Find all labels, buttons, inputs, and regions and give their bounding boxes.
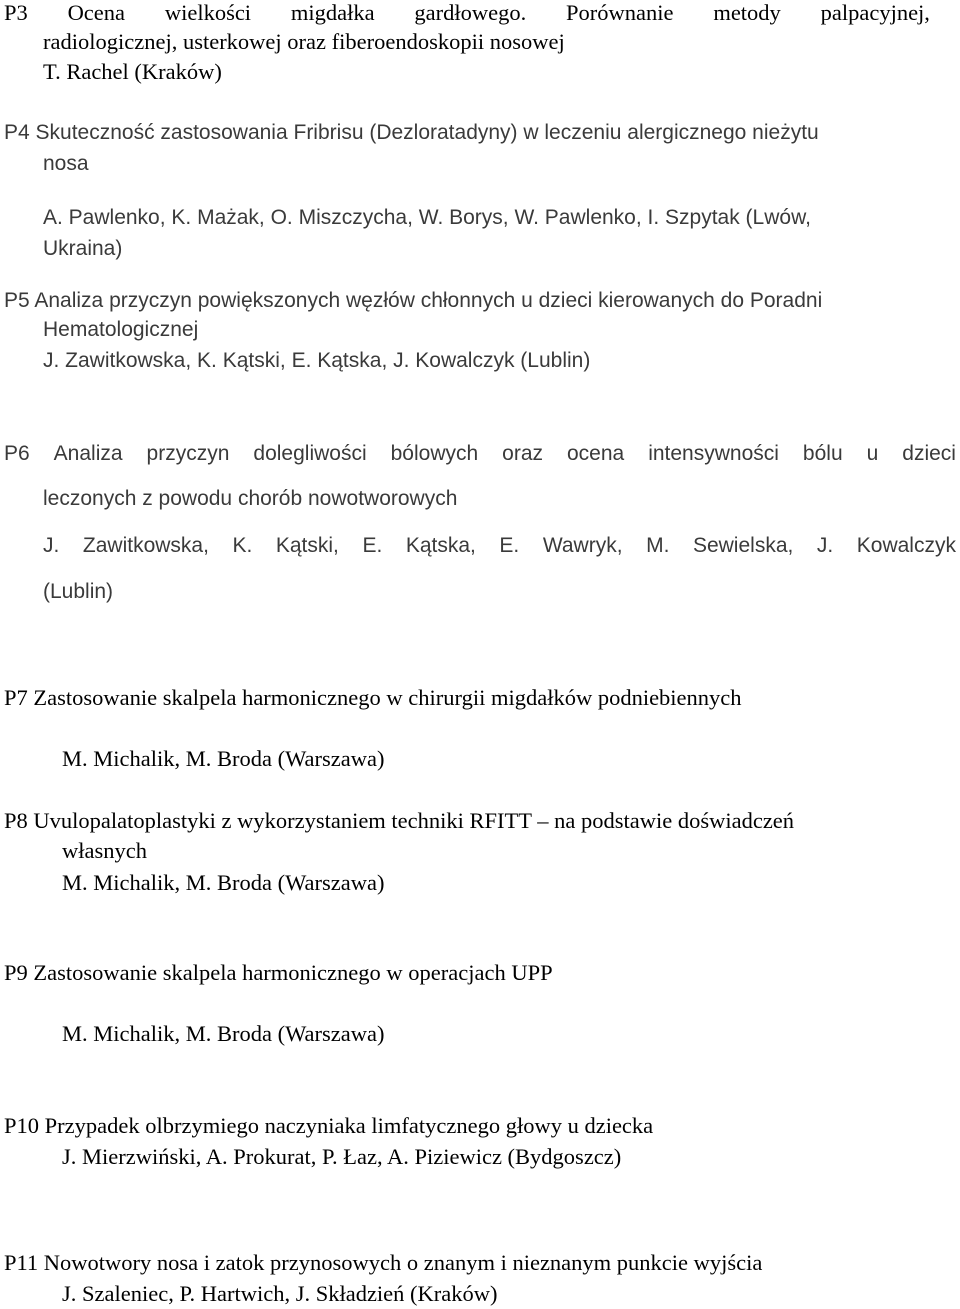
word: metody — [713, 0, 781, 25]
word: palpacyjnej, — [820, 0, 930, 25]
word: E. — [499, 534, 520, 557]
entry-p4-authors-line1: A. Pawlenko, K. Mażak, O. Miszczycha, W. Borys, W. Pawlenko, I. Szpytak (Lwów, — [43, 206, 811, 229]
word: bólowych — [390, 442, 479, 465]
word: bólu — [802, 442, 843, 465]
word: P3 — [4, 0, 28, 25]
entry-p8-authors: M. Michalik, M. Broda (Warszawa) — [62, 870, 385, 895]
word: Analiza — [53, 442, 123, 465]
word: dzieci — [902, 442, 956, 465]
entry-p4-authors-line2: Ukraina) — [43, 237, 123, 260]
word: Kątski, — [275, 534, 339, 557]
entry-p10-title: P10 Przypadek olbrzymiego naczyniaka limfatycznego głowy u dziecka — [4, 1113, 654, 1138]
entry-p4-title-line1: P4 Skuteczność zastosowania Fribrisu (Dezloratadyny) w leczeniu alergicznego nieżytu — [4, 121, 819, 144]
word: J. — [816, 534, 834, 557]
word: Sewielska, — [692, 534, 794, 557]
word: ocena — [567, 442, 625, 465]
word: K. — [232, 534, 253, 557]
word: J. — [43, 534, 60, 557]
word: Kątska, — [405, 534, 476, 557]
entry-p5-title-line2: Hematologicznej — [43, 318, 199, 341]
word: migdałka — [290, 0, 375, 25]
word: u — [866, 442, 879, 465]
entry-p6-title-line2: leczonych z powodu chorób nowotworowych — [43, 487, 458, 510]
word: E. — [362, 534, 383, 557]
entry-p10-authors: J. Mierzwiński, A. Prokurat, P. Łaz, A. Piziewicz (Bydgoszcz) — [62, 1144, 622, 1169]
entry-p3-authors: T. Rachel (Kraków) — [43, 59, 222, 84]
entry-p4-title-line2: nosa — [43, 152, 89, 175]
entry-p7-title: P7 Zastosowanie skalpela harmonicznego w chirurgii migdałków podniebiennych — [4, 685, 742, 710]
entry-p11-authors: J. Szaleniec, P. Hartwich, J. Składzień (Kraków) — [62, 1281, 498, 1306]
entry-p3-title-line2: radiologicznej, usterkowej oraz fiberoendoskopii nosowej — [43, 29, 565, 54]
entry-p9-title: P9 Zastosowanie skalpela harmonicznego w operacjach UPP — [4, 960, 553, 985]
entry-p6-authors-line2: (Lublin) — [43, 580, 114, 603]
word: Kowalczyk — [856, 534, 956, 557]
word: P6 — [4, 442, 30, 465]
entry-p8-title-line2: własnych — [62, 838, 147, 863]
word: Porównanie — [566, 0, 674, 25]
word: wielkości — [164, 0, 252, 25]
entry-p5-authors: J. Zawitkowska, K. Kątski, E. Kątska, J. Kowalczyk (Lublin) — [43, 349, 591, 372]
entry-p7-authors: M. Michalik, M. Broda (Warszawa) — [62, 746, 385, 771]
entry-p6-authors-line1 — [43, 533, 956, 559]
word: Ocena — [67, 0, 126, 25]
word: M. — [646, 534, 670, 557]
entry-p5-title-line1: P5 Analiza przyczyn powiększonych węzłów chłonnych u dzieci kierowanych do Poradni — [4, 289, 823, 312]
word: oraz — [502, 442, 544, 465]
word: gardłowego. — [414, 0, 527, 25]
word: intensywności — [648, 442, 779, 465]
entry-p11-title: P11 Nowotwory nosa i zatok przynosowych o znanym i nieznanym punkcie wyjścia — [4, 1250, 763, 1275]
entry-p9-authors: M. Michalik, M. Broda (Warszawa) — [62, 1021, 385, 1046]
entry-p6-title-line1 — [4, 441, 956, 467]
word: Zawitkowska, — [82, 534, 209, 557]
entry-p3-title-line1 — [4, 0, 930, 26]
word: Wawryk, — [542, 534, 623, 557]
entry-p8-title-line1: P8 Uvulopalatoplastyki z wykorzystaniem techniki RFITT – na podstawie doświadczeń — [4, 808, 795, 833]
word: przyczyn — [146, 442, 230, 465]
word: dolegliwości — [253, 442, 367, 465]
